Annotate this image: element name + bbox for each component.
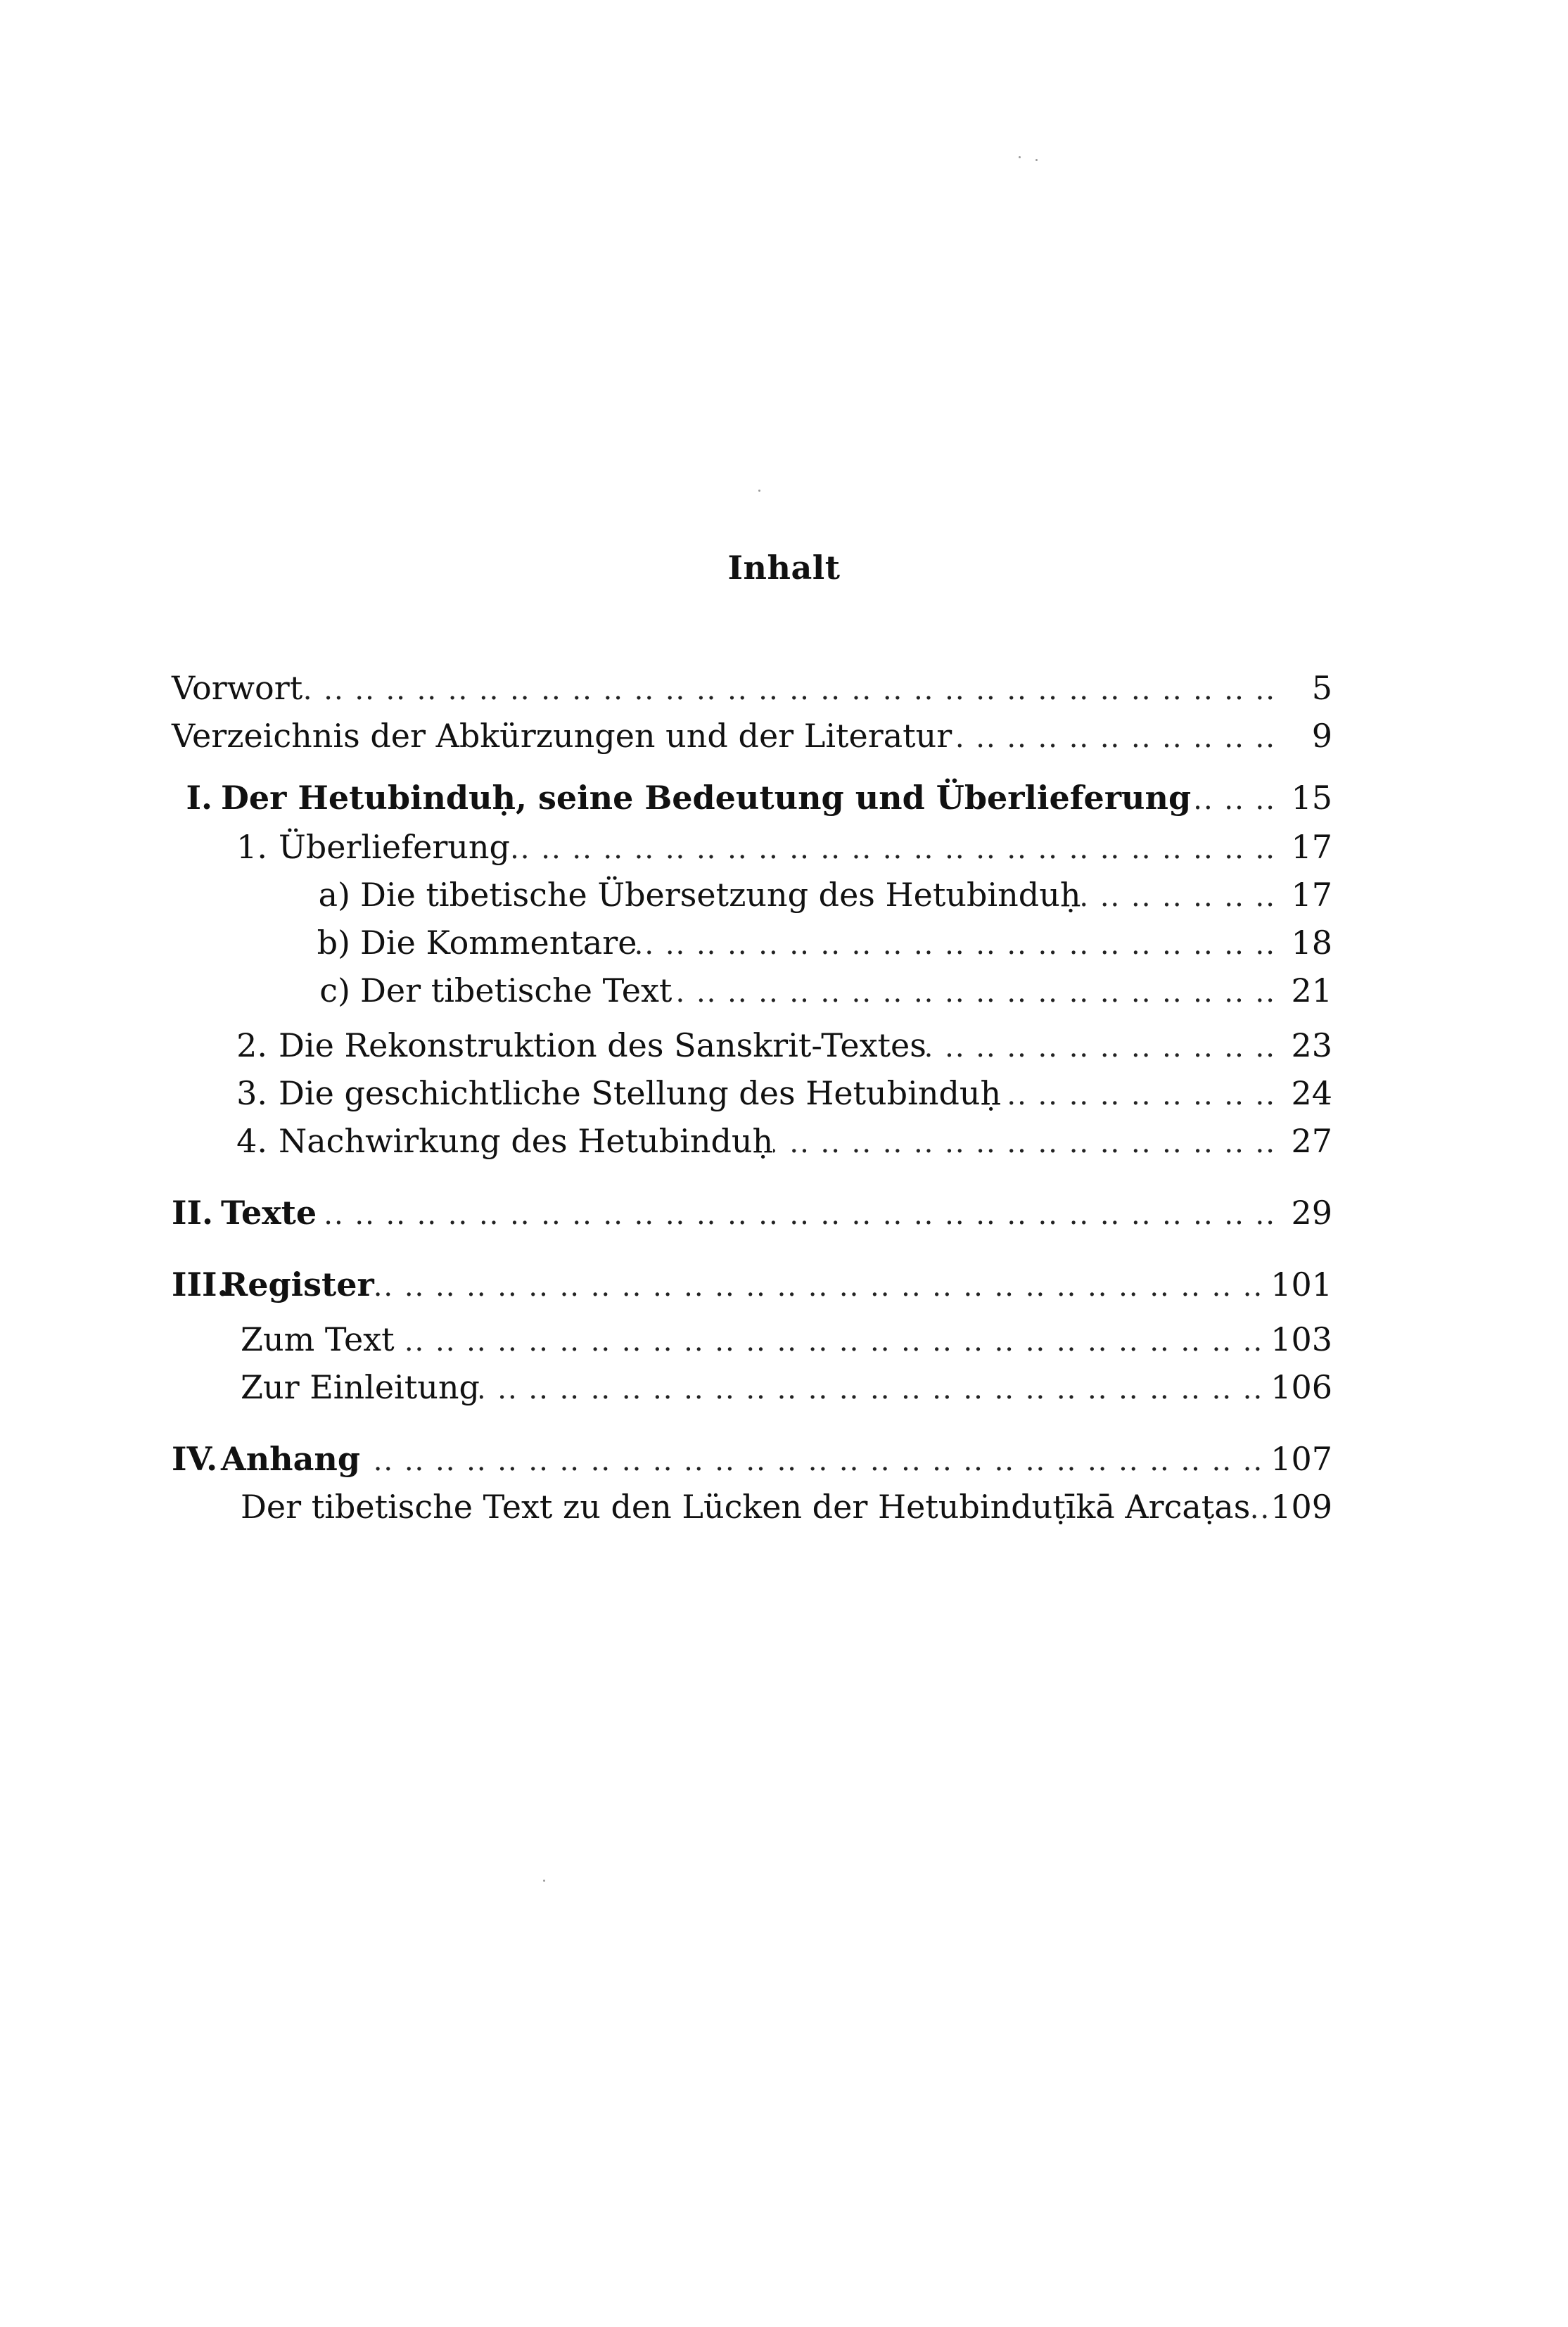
toc-entry-part-1-1[interactable] bbox=[172, 826, 1332, 868]
toc-entry-label: Nachwirkung des Hetubinduḥ bbox=[279, 1122, 774, 1160]
toc-entry-page: 109 bbox=[1270, 1488, 1332, 1526]
toc-entry-number: 4. bbox=[236, 1122, 267, 1160]
toc-entry-part-2[interactable] bbox=[172, 1192, 1332, 1234]
toc-entry-part-3-1[interactable] bbox=[172, 1318, 1332, 1360]
dot-leader bbox=[773, 1122, 1283, 1164]
toc-entry-part-1-1c[interactable] bbox=[172, 969, 1332, 1012]
toc-entry-part-1-3[interactable] bbox=[172, 1072, 1332, 1114]
toc-entry-page: 17 bbox=[1291, 828, 1332, 866]
toc-entry-page: 27 bbox=[1291, 1122, 1332, 1160]
toc-entry-part-1-2[interactable] bbox=[172, 1024, 1332, 1066]
toc-entry-label: Register bbox=[221, 1265, 374, 1303]
dot-leader bbox=[317, 1194, 1283, 1236]
toc-entry-label: Verzeichnis der Abkürzungen und der Literatur bbox=[172, 717, 952, 755]
dot-leader bbox=[302, 669, 1283, 711]
toc-entry-part-3-2[interactable] bbox=[172, 1366, 1332, 1408]
toc-entry-page: 21 bbox=[1291, 971, 1332, 1009]
toc-entry-part-3[interactable] bbox=[172, 1263, 1332, 1306]
toc-entry-number: II. bbox=[172, 1194, 214, 1232]
toc-entry-label: Die geschichtliche Stellung des Hetubinduḥ bbox=[279, 1074, 1002, 1112]
toc-entry-page: 18 bbox=[1291, 924, 1332, 962]
toc-entry-label: Der Hetubinduḥ, seine Bedeutung und Überlieferung bbox=[221, 779, 1192, 817]
toc-entry-part-1[interactable] bbox=[172, 777, 1332, 819]
scan-speck bbox=[758, 490, 760, 492]
toc-entry-page: 103 bbox=[1270, 1320, 1332, 1358]
toc-entry-page: 9 bbox=[1311, 717, 1332, 755]
toc-entry-part-4[interactable] bbox=[172, 1438, 1332, 1480]
dot-leader bbox=[952, 717, 1283, 759]
toc-entry-number: 1. bbox=[236, 828, 267, 866]
dot-leader bbox=[510, 828, 1283, 870]
toc-entry-page: 17 bbox=[1291, 876, 1332, 914]
toc-entry-page: 15 bbox=[1291, 779, 1332, 817]
dot-leader bbox=[1001, 1074, 1283, 1116]
toc-entry-label: Der tibetische Text bbox=[360, 971, 673, 1009]
toc-entry-number: 2. bbox=[236, 1026, 267, 1064]
toc-entry-number: c) bbox=[319, 971, 350, 1009]
toc-entry-number: 3. bbox=[236, 1074, 267, 1112]
toc-entry-label: Überlieferung bbox=[279, 828, 511, 866]
toc-entry-label: Texte bbox=[221, 1194, 317, 1232]
toc-entry-label: Vorwort bbox=[172, 669, 303, 707]
toc-entry-label: Anhang bbox=[221, 1440, 360, 1478]
dot-leader bbox=[395, 1320, 1271, 1363]
dot-leader bbox=[926, 1026, 1283, 1069]
page-title: Inhalt bbox=[727, 549, 841, 587]
toc-entry-page: 106 bbox=[1270, 1368, 1332, 1406]
toc-entry-vorwort[interactable] bbox=[172, 667, 1332, 709]
toc-entry-page: 23 bbox=[1291, 1026, 1332, 1064]
dot-leader bbox=[360, 1440, 1270, 1482]
toc-entry-label: Die tibetische Übersetzung des Hetubinduḥ bbox=[360, 876, 1081, 914]
toc-entry-page: 107 bbox=[1270, 1440, 1332, 1478]
toc-entry-part-1-1b[interactable] bbox=[172, 922, 1332, 964]
dot-leader bbox=[672, 971, 1283, 1014]
toc-entry-page: 5 bbox=[1311, 669, 1332, 707]
toc-entry-number: a) bbox=[318, 876, 350, 914]
toc-entry-page: 29 bbox=[1291, 1194, 1332, 1232]
toc-entry-part-4-1[interactable] bbox=[172, 1486, 1332, 1528]
toc-entry-number: IV. bbox=[172, 1440, 218, 1478]
scan-speck bbox=[543, 1880, 545, 1882]
toc-entry-label: Zum Text bbox=[241, 1320, 395, 1358]
dot-leader bbox=[374, 1265, 1270, 1308]
dot-leader bbox=[1250, 1488, 1270, 1530]
toc-entry-number: I. bbox=[186, 779, 212, 817]
toc-entry-number: III. bbox=[172, 1265, 229, 1303]
toc-entry-page: 101 bbox=[1270, 1265, 1332, 1303]
dot-leader bbox=[1191, 779, 1283, 821]
dot-leader bbox=[637, 924, 1283, 966]
toc-entry-label: Zur Einleitung bbox=[241, 1368, 480, 1406]
toc-entry-verzeichnis[interactable] bbox=[172, 715, 1332, 757]
toc-entry-part-1-4[interactable] bbox=[172, 1120, 1332, 1162]
toc-entry-page: 24 bbox=[1291, 1074, 1332, 1112]
toc-entry-part-1-1a[interactable] bbox=[172, 874, 1332, 916]
toc-entry-label: Die Rekonstruktion des Sanskrit-Textes bbox=[279, 1026, 926, 1064]
toc-entry-label: Die Kommentare bbox=[360, 924, 637, 962]
dot-leader bbox=[480, 1368, 1270, 1410]
dot-leader bbox=[1081, 876, 1283, 918]
scan-speck bbox=[1019, 156, 1021, 158]
scan-speck bbox=[1035, 159, 1038, 161]
toc-entry-number: b) bbox=[317, 924, 350, 962]
toc-entry-label: Der tibetische Text zu den Lücken der Hetubinduṭīkā Arcaṭas bbox=[241, 1488, 1251, 1526]
